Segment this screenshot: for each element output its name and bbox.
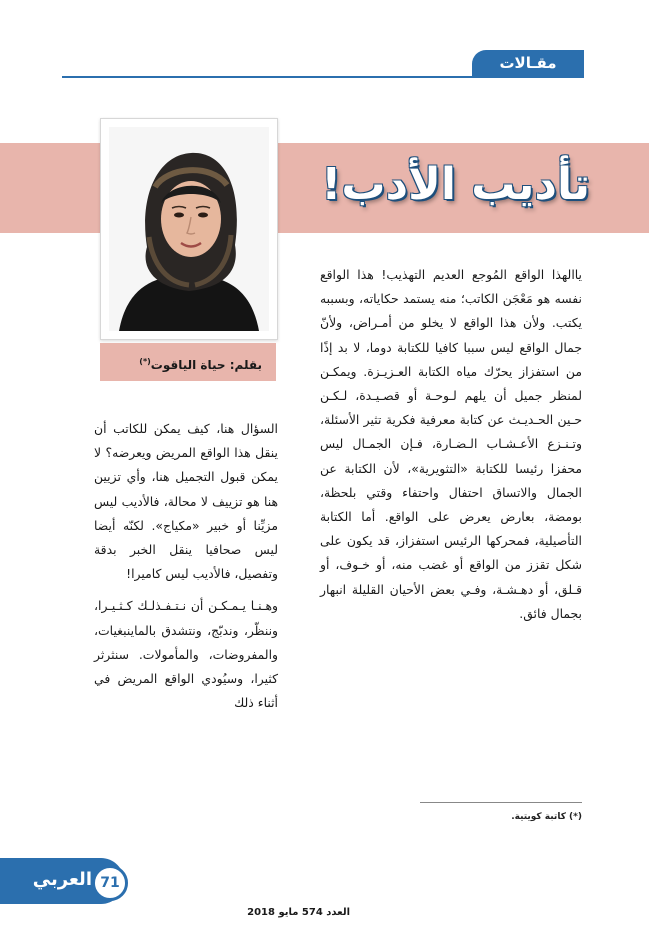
author-photo <box>100 118 278 340</box>
magazine-logo: العربي <box>32 869 92 890</box>
section-divider <box>62 76 584 78</box>
author-footnote: (*) كاتبة كويتية. <box>511 812 582 822</box>
byline-footnote-marker: (*) <box>139 357 151 366</box>
section-label: مقـالات <box>472 50 584 76</box>
article-paragraph: ياالهذا الواقع المُوجع العديم التهذيب! هذا الواقع نفسه هو مَعْجَن الكاتب؛ منه يستمد حكاياته، وبسببه يكتب. ولأن هذا الواقع لا يخلو من أمـراض، ولأنّ جمال الواقع ليس سببا كافيا للكتابة دوما، لا بد إذًا من استفزاز يحرّك مياه الكتابة العـزيـزة. ويمكـن لمنظر جميل أن يلهم لـوحـة أو قصـيـدة، لـكـن حـين الحـديـث عن كتابة معرفية فكرية تثير الأسئلة، وتـنـزع الأعـشـاب الـضـارة، فـإن الجمـال ليس محفزا رئيسا للكتابة «التثويرية»، لأن الكتابة عن الجمال والاتساق احتفال واحتفاء وقتي بلحظة، بومضة، بعارض يعرض على الواقع. أما الكتابة التأصيلية، فمحركها الرئيس استفزاز، قد يكون على شكل تقزز من الواقع أو غضب منه، أو خـوف، أو قـلق، أو دهـشـة، وفـي بعض الأحيان القليلة انبهار بجمال فائق. <box>320 267 582 621</box>
issue-info: العدد 574 مايو 2018 <box>247 907 350 918</box>
article-column-right <box>320 263 582 626</box>
article-title: تأديب الأدب! <box>321 159 590 210</box>
author-byline-text: بقلم: حياة الياقوت <box>150 358 262 372</box>
author-byline <box>100 343 276 381</box>
article-column-left <box>94 417 278 715</box>
author-portrait-image <box>109 127 269 331</box>
article-paragraph: السؤال هنا، كيف يمكن للكاتب أن ينقل هذا الواقع المريض ويعرضه؟ لا يمكن قبول التجميل هنا، وأي تزيين هنا هو تزييف لا محالة، فالأديب ليس مزيِّنا أو خبير «مكياج». لكنّه أيضا ليس صحافيا ينقل الخبر بدقة وتفصيل، فالأديب ليس كاميرا! <box>94 421 278 582</box>
article-paragraph: وهـنـا يـمـكـن أن نـتـفـذلـك كـثـيـرا، وننظّر، وندبّج، ونتشدق بالماينبغيات، والمفروضات، والمأمولات. سنثرثر كثيرا، وسيُودي الواقع المريض في أثناء ذلك <box>94 598 278 711</box>
page-number: 71 <box>92 865 128 901</box>
footnote-divider <box>420 802 582 803</box>
